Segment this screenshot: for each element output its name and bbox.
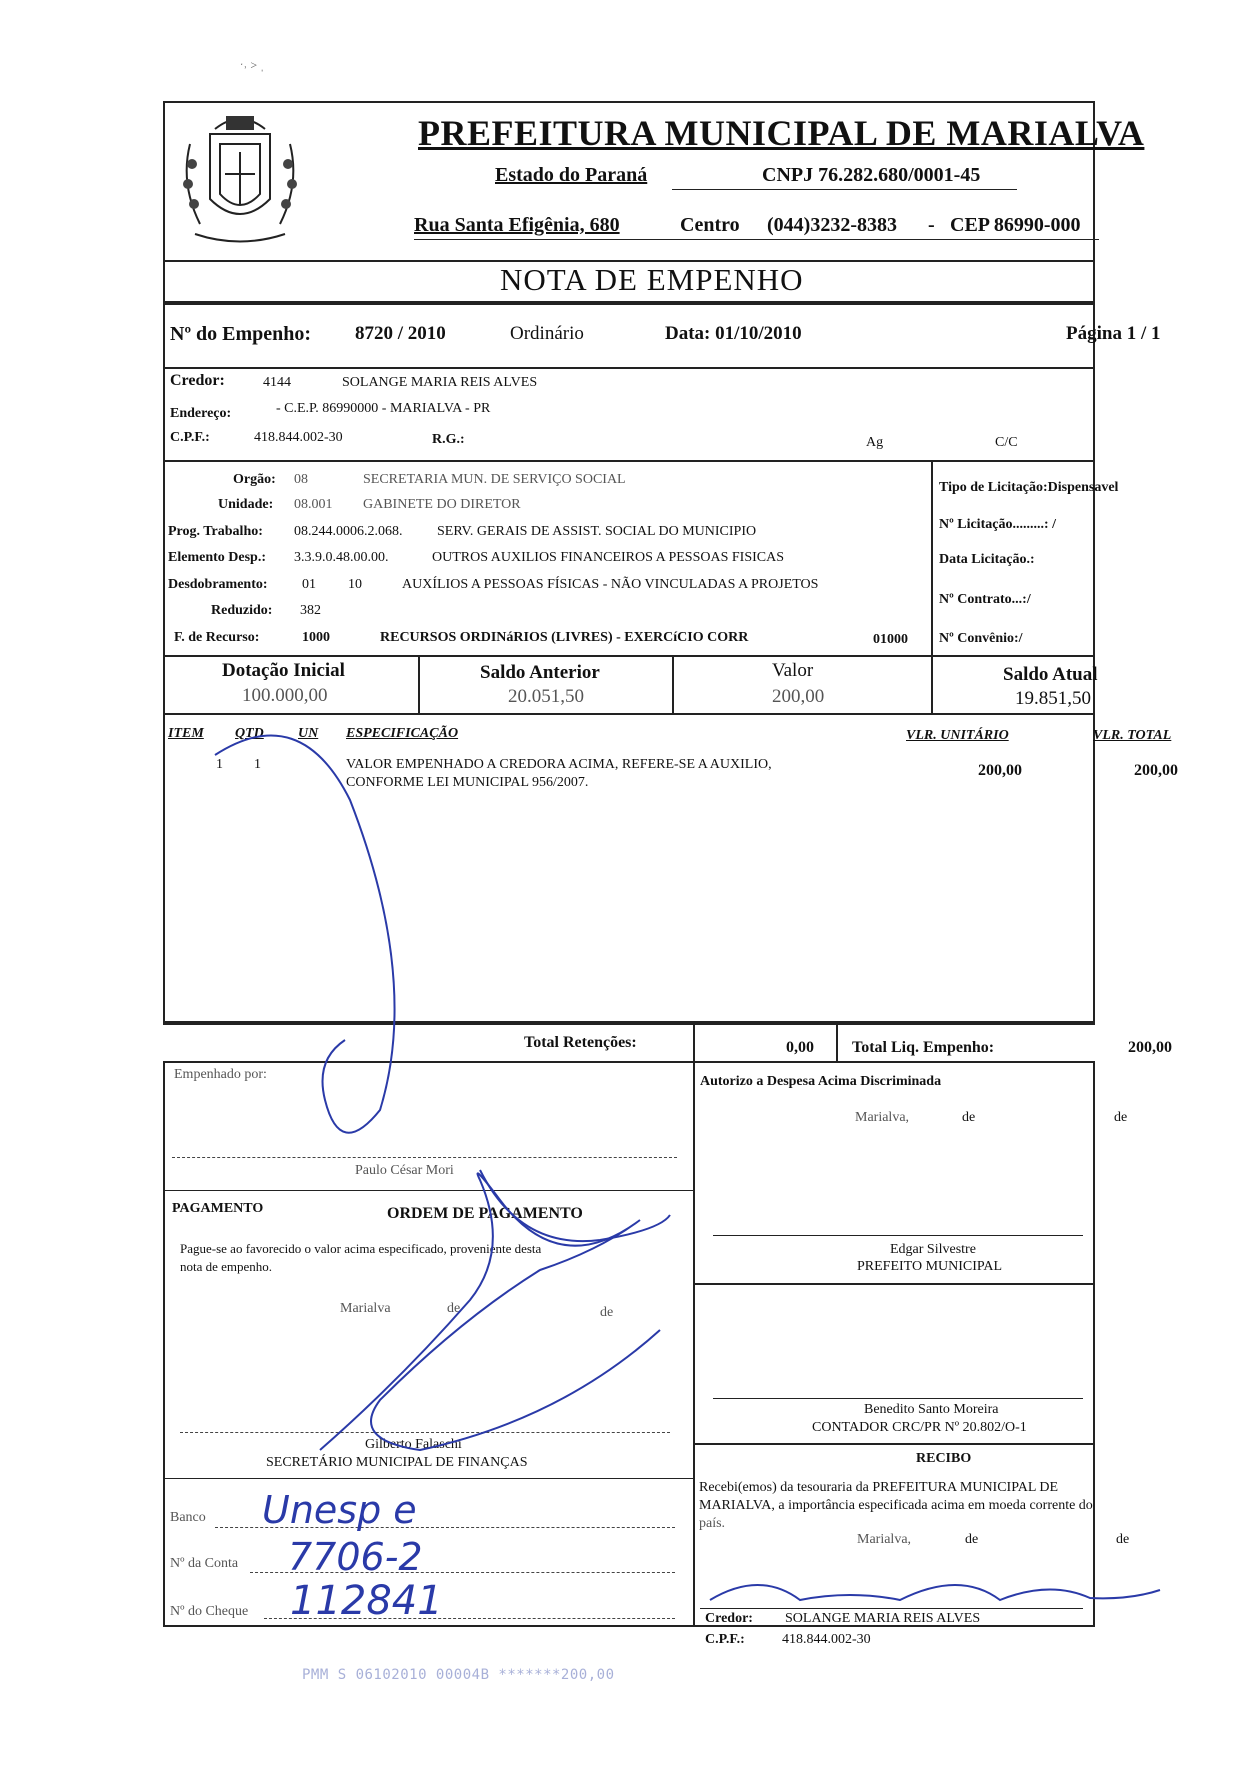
address-label: Rua Santa Efigênia, 680 [414,214,620,236]
col-especificacao: ESPECIFICAÇÃO [346,726,459,741]
doc-title: NOTA DE EMPENHO [500,262,804,297]
pagamento-label: PAGAMENTO [172,1201,264,1216]
credor-code: 4144 [263,375,291,390]
licitacao-data: Data Licitação.: [939,552,1035,567]
de-recibo-1: de [965,1532,979,1547]
phone-label: (044)3232-8383 [767,214,897,236]
liq-value: 200,00 [1128,1039,1172,1056]
retention-label: Total Retenções: [524,1034,637,1051]
dotacao-label: Dotação Inicial [222,660,345,681]
prefeito-name: Edgar Silvestre [890,1242,976,1257]
signer1-name: Paulo César Mori [355,1163,454,1178]
convenio-num: Nº Convênio:/ [939,631,1023,646]
separator-dash: - [928,214,935,236]
recibo-credor-name: SOLANGE MARIA REIS ALVES [785,1611,981,1626]
banco-handwritten: Unesp e [262,1488,417,1532]
credor-address: - C.E.P. 86990000 - MARIALVA - PR [276,401,491,416]
empenho-type: Ordinário [510,323,584,344]
pague-line1: Pague-se ao favorecido o valor acima especificado, proveniente desta [180,1241,542,1256]
banco-label: Banco [170,1510,206,1525]
credor-label: Credor: [170,372,225,389]
cheque-label: Nº do Cheque [170,1604,249,1619]
page-number: Página 1 / 1 [1066,323,1161,344]
recurso-code: 1000 [302,630,330,645]
autorizo-sign-stroke [480,1170,670,1241]
contador-role: CONTADOR CRC/PR Nº 20.802/O-1 [812,1420,1027,1435]
cc-label: C/C [995,435,1018,450]
licitacao-num: Nº Licitação.........: / [939,517,1056,532]
reduzido-label: Reduzido: [211,603,273,618]
signer2-name: Gilberto Falaschi [365,1437,462,1452]
saldo-anterior-label: Saldo Anterior [480,662,600,683]
col-un: UN [298,726,319,741]
row-qtd: 1 [254,757,261,772]
row-vlr-total: 200,00 [1134,762,1178,779]
de-right-2: de [1114,1110,1128,1125]
recibo-title: RECIBO [916,1451,972,1466]
prog-label: Prog. Trabalho: [168,524,263,539]
recibo-text-3: país. [699,1516,726,1531]
ordem-label: ORDEM DE PAGAMENTO [387,1205,583,1222]
col-vlr-unitario: VLR. UNITÁRIO [906,728,1009,743]
orgao-code: 08 [294,472,308,487]
row-desc-line1: VALOR EMPENHADO A CREDORA ACIMA, REFERE-SE A AUXILIO, [346,757,772,772]
row-desc-line2: CONFORME LEI MUNICIPAL 956/2007. [346,775,589,790]
cnpj-label: CNPJ 76.282.680/0001-45 [762,164,981,186]
desdobramento-name: AUXÍLIOS A PESSOAS FÍSICAS - NÃO VINCULADAS A PROJETOS [402,577,819,592]
orgao-name: SECRETARIA MUN. DE SERVIÇO SOCIAL [363,472,626,487]
liq-label: Total Liq. Empenho: [852,1039,995,1056]
reduzido-value: 382 [300,603,321,618]
unidade-code: 08.001 [294,497,333,512]
recibo-signature [710,1585,1160,1600]
de-left-1: de [447,1301,461,1316]
cpf-label: C.P.F.: [170,430,210,445]
state-label: Estado do Paraná [495,164,648,186]
cep-label: CEP 86990-000 [950,214,1081,236]
de-recibo-2: de [1116,1532,1130,1547]
recibo-text-1: Recebi(emos) da tesouraria da PREFEITURA MUNICIPAL DE [699,1480,1059,1495]
print-stamp: PMM S 06102010 00004B *******200,00 [302,1667,615,1683]
contrato-num: Nº Contrato...:/ [939,592,1031,607]
address-field-label: Endereço: [170,406,232,421]
dotacao-value: 100.000,00 [242,685,328,706]
elemento-label: Elemento Desp.: [168,550,266,565]
empenho-date: Data: 01/10/2010 [665,323,802,344]
pague-line2: nota de empenho. [180,1259,273,1274]
recurso-code2: 01000 [873,632,908,647]
valor-label: Valor [772,660,814,681]
recurso-label: F. de Recurso: [174,630,260,645]
marialva-right: Marialva, [855,1110,910,1125]
retention-value: 0,00 [786,1039,814,1056]
desdobramento-code2: 10 [348,577,362,592]
scan-marks: ˑ˒ ˃ ˌ [240,58,265,72]
marialva-recibo: Marialva, [857,1532,912,1547]
unidade-name: GABINETE DO DIRETOR [363,497,521,512]
credor-cpf: 418.844.002-30 [254,430,343,445]
district-label: Centro [680,214,740,236]
col-item: ITEM [168,726,204,741]
autorizo-label: Autorizo a Despesa Acima Discriminada [700,1074,942,1089]
unidade-label: Unidade: [218,497,274,512]
row-vlr-unitario: 200,00 [978,762,1022,779]
orgao-label: Orgão: [233,472,276,487]
de-right-1: de [962,1110,976,1125]
elemento-name: OUTROS AUXILIOS FINANCEIROS A PESSOAS FISICAS [432,550,785,565]
empenhado-label: Empenhado por: [174,1067,267,1082]
conta-label: Nº da Conta [170,1556,239,1571]
row-item: 1 [216,757,223,772]
recibo-text-2: MARIALVA, a importância especificada acima em moeda corrente do [699,1498,1093,1513]
contador-name: Benedito Santo Moreira [864,1402,999,1417]
signer2-role: SECRETÁRIO MUNICIPAL DE FINANÇAS [266,1455,528,1470]
recibo-cpf-label: C.P.F.: [705,1632,745,1647]
finance-signature [320,1173,660,1450]
recibo-cpf: 418.844.002-30 [782,1632,871,1647]
prog-code: 08.244.0006.2.068. [294,524,403,539]
empenho-number: 8720 / 2010 [355,323,446,344]
recibo-credor-label: Credor: [705,1611,753,1626]
recurso-name: RECURSOS ORDINáRIOS (LIVRES) - EXERCíCIO CORR [380,630,749,645]
col-qtd: QTD [235,726,264,741]
elemento-code: 3.3.9.0.48.00.00. [294,550,389,565]
large-oval-stroke [215,735,395,1132]
ag-label: Ag [866,435,884,450]
desdobramento-code1: 01 [302,577,316,592]
de-left-2: de [600,1305,614,1320]
empenho-number-label: Nº do Empenho: [170,323,312,345]
conta-handwritten: 7706-2 [288,1535,423,1579]
prog-name: SERV. GERAIS DE ASSIST. SOCIAL DO MUNICIPIO [437,524,757,539]
saldo-atual-label: Saldo Atual [1003,664,1098,685]
valor-value: 200,00 [772,686,825,707]
credor-name: SOLANGE MARIA REIS ALVES [342,375,538,390]
saldo-anterior-value: 20.051,50 [508,686,584,707]
cheque-handwritten: 112841 [290,1578,443,1624]
licitacao-tipo: Tipo de Licitação:Dispensavel [939,480,1119,495]
saldo-atual-value: 19.851,50 [1015,688,1091,709]
marialva-left: Marialva [340,1301,391,1316]
city-hall-title: PREFEITURA MUNICIPAL DE MARIALVA [418,113,1145,153]
col-vlr-total: VLR. TOTAL [1093,728,1172,743]
desdobramento-label: Desdobramento: [168,577,268,592]
prefeito-role: PREFEITO MUNICIPAL [857,1259,1003,1274]
rg-label: R.G.: [432,432,465,447]
